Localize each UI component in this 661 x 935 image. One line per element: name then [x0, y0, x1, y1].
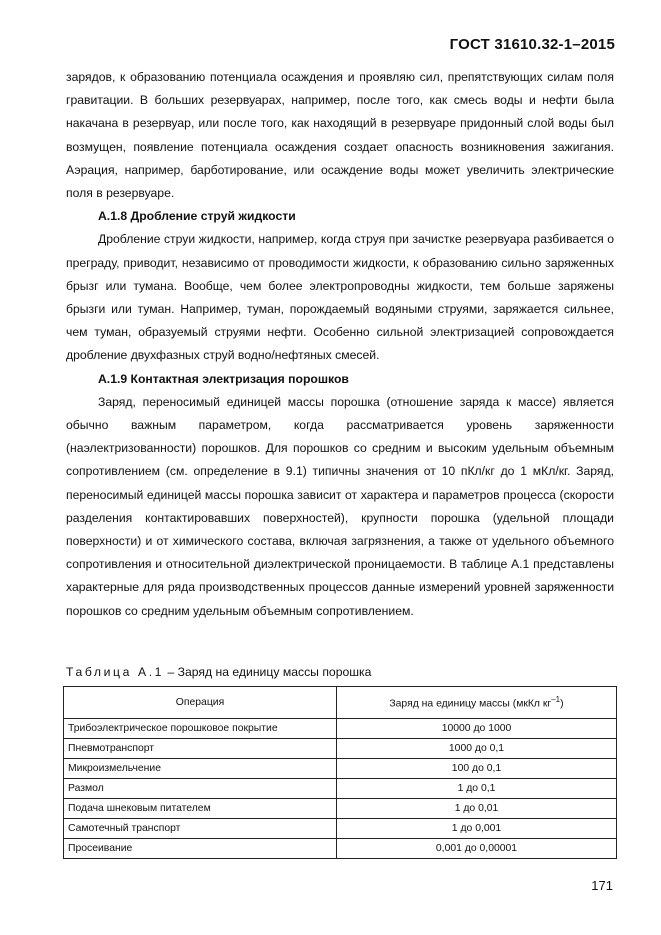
paragraph-a19: Заряд, переносимый единицей массы порошка (отношение заряда к массе) является обычно важным параметром, когда рассматривается уровень заряженности (наэлектризованности) порошков. Для порошков со средним и высоким удельным объемным сопротивлением (см. определение в 9.1) типичны значения от 10 пКл/кг до 1 мКл/кг. Заряд, переносимый единицей массы порошка зависит от характера и параметров процесса (скорости разделения контактировавших поверхностей), крупности порошка (удельной площади поверхности) и от химического состава, включая загрязнения, а также от удельного объемного сопротивления и относительной диэлектрической проницаемости. В таблице А.1 представлены характерные для ряда производственных процессов данные измерений уровней заряженности порошков со средним удельным объемным сопротивлением. — [66, 394, 614, 618]
cell-charge: 1 до 0,1 — [337, 779, 617, 799]
body-text — [66, 66, 614, 623]
section-heading-a19: А.1.9 Контактная электризация порошков — [98, 371, 349, 386]
charge-table — [63, 686, 617, 859]
document-header-id: ГОСТ 31610.32-1–2015 — [449, 36, 615, 53]
cell-operation: Размол — [64, 779, 337, 799]
table-row — [64, 759, 617, 779]
table-row — [64, 799, 617, 819]
cell-operation: Самотечный транспорт — [64, 819, 337, 839]
cell-charge: 10000 до 1000 — [337, 719, 617, 739]
column-header-operation: Операция — [64, 687, 337, 719]
table-row — [64, 839, 617, 859]
cell-charge: 1 до 0,001 — [337, 819, 617, 839]
table-row — [64, 819, 617, 839]
cell-charge: 1000 до 0,1 — [337, 739, 617, 759]
table-caption-text: – Заряд на единицу массы порошка — [164, 665, 372, 679]
cell-operation: Микроизмельчение — [64, 759, 337, 779]
cell-operation: Пневмотранспорт — [64, 739, 337, 759]
paragraph-a18: Дробление струи жидкости, например, когда струя при зачистке резервуара разбивается о преграду, приводит, независимо от проводимости жидкости, к образованию сильно заряженных брызг или тумана. Вообще, чем более электропроводны жидкости, тем больше заряжены брызги или туман. Например, туман, порождаемый водяными струями, заряжается сильнее, чем туман, образуемый струями нефти. Особенно сильной электризацией сопровождается дробление двухфазных струй водно/нефтяных смесей. — [66, 232, 614, 363]
page-number: 171 — [591, 878, 613, 893]
cell-operation: Подача шнековым питателем — [64, 799, 337, 819]
cell-operation: Трибоэлектрическое порошковое покрытие — [64, 719, 337, 739]
column-header-charge: Заряд на единицу массы (мкКл $кг^{-1}$) — [337, 687, 617, 719]
cell-operation: Просеивание — [64, 839, 337, 859]
paragraph-continuation: зарядов, к образованию потенциала осаждения и проявляю сил, препятствующих силам поля гравитации. В больших резервуарах, например, после того, как смесь воды и нефти была накачана в резервуар, или после того, как находящий в резервуаре придонный слой воды был возмущен, появление потенциала осаждения создает опасность возникновения зажигания. Аэрация, например, барботирование, или осаждение воды может увеличить электрические поля в резервуаре. — [66, 70, 614, 201]
table-caption — [66, 664, 371, 680]
table-header-row — [64, 687, 617, 719]
table-row — [64, 719, 617, 739]
cell-charge: 0,001 до 0,00001 — [337, 839, 617, 859]
table-row — [64, 779, 617, 799]
cell-charge: 1 до 0,01 — [337, 799, 617, 819]
section-heading-a18: А.1.8 Дробление струй жидкости — [98, 209, 296, 224]
cell-charge: 100 до 0,1 — [337, 759, 617, 779]
table-caption-label: Таблица А.1 — [66, 665, 165, 679]
table-row — [64, 739, 617, 759]
